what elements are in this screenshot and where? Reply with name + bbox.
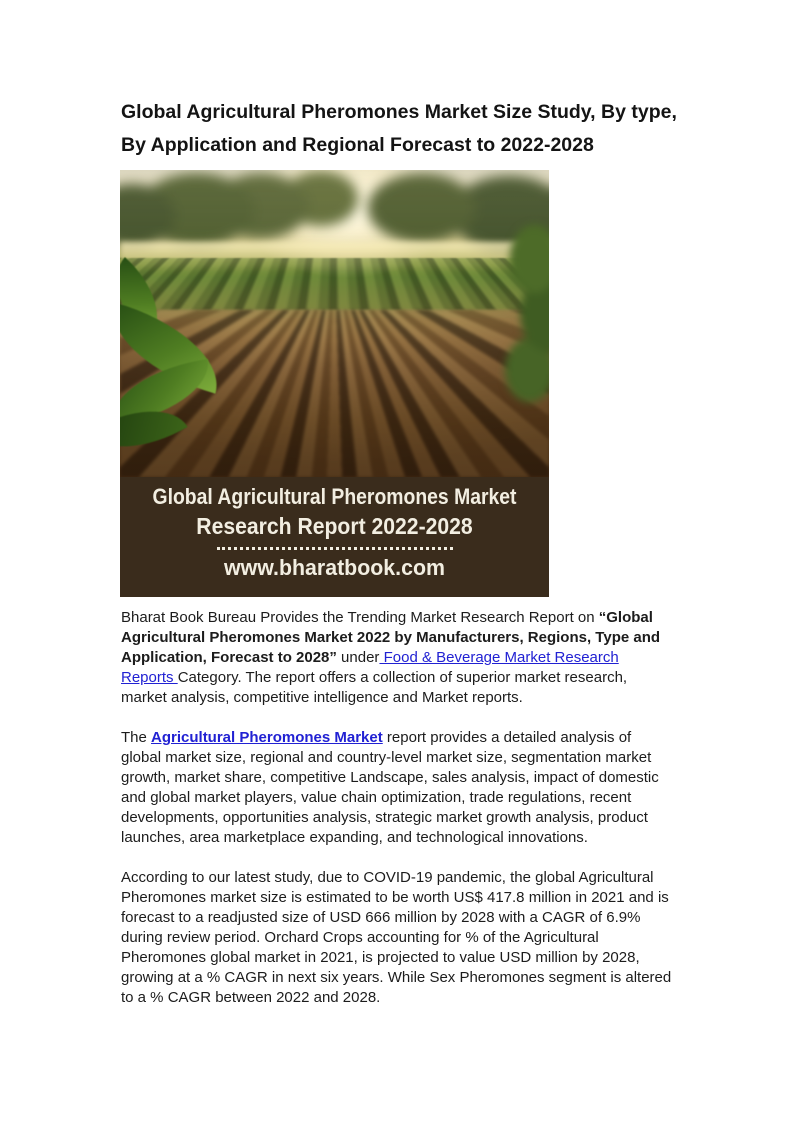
text-run: under: [336, 649, 380, 666]
paragraph-market-size: [121, 868, 675, 1008]
food-beverage-reports-link[interactable]: Food & Beverage Market Research Reports: [121, 649, 619, 686]
document-title-line2: By Application and Regional Forecast to 2022-2028: [121, 134, 594, 156]
banner-title-line2: Research Report 2022-2028: [196, 513, 473, 539]
text-run: According to our latest study, due to COVID-19 pandemic, the global Agricultural Pheromones market size is estimated to be worth US$ 417.8 million in 2021 and is forecast to a readjusted size of USD 666 million by 2028 with a CAGR of 6.9% during review period. Orchard Crops accounting for % of the Agricultural Pheromones global market in 2021, is projected to value USD million by 2028, growing at a % CAGR in next six years. While Sex Pheromones segment is altered to a % CAGR between 2022 and 2028.: [121, 869, 672, 1006]
text-run: Bharat Book Bureau Provides the Trending Market Research Report on: [121, 609, 599, 626]
text-run: The: [121, 729, 152, 746]
text-run: Category. The report offers a collection of superior market research, market analysis, competitive intelligence and Market reports.: [121, 669, 628, 706]
article-body: [121, 608, 675, 1028]
text-run: report provides a detailed analysis of global market size, regional and country-level market size, segmentation market growth, market share, competitive Landscape, sales analysis, impact of domestic and global market players, value chain optimization, trade regulations, recent developments, opportunities analysis, strategic market growth analysis, product launches, area marketplace expanding, and technological innovations.: [121, 729, 659, 846]
field-photo: [120, 170, 549, 477]
document-title: [121, 96, 677, 162]
document-title-line1: Global Agricultural Pheromones Market Size Study, By type,: [121, 101, 677, 123]
cover-banner: [120, 477, 549, 597]
report-cover-image: [120, 170, 549, 597]
banner-title-line1: Global Agricultural Pheromones Market: [152, 484, 517, 509]
agricultural-pheromones-market-link[interactable]: Agricultural Pheromones Market: [151, 729, 383, 746]
banner-website-url: www.bharatbook.com: [224, 555, 445, 580]
report-title-bold-run: “Global Agricultural Pheromones Market 2022 by Manufacturers, Regions, Type and Application, Forecast to 2028”: [121, 609, 661, 666]
paragraph-intro: [121, 608, 675, 708]
right-plants: [468, 222, 549, 407]
dotted-divider: [217, 547, 453, 550]
paragraph-report-scope: [121, 728, 675, 848]
